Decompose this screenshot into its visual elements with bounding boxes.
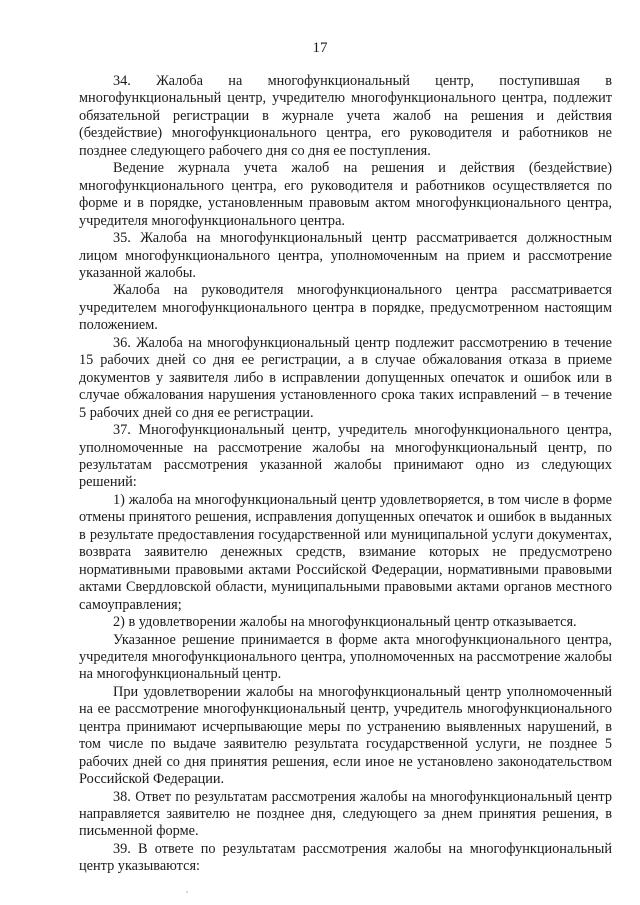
paragraph-head-complaint: Жалоба на руководителя многофункционального центра рассматривается учредителем многофункционального центра в порядке, предусмотренном настоящим положением. — [79, 282, 612, 334]
paragraph-decision-form: Указанное решение принимается в форме акта многофункционального центра, учредителя многофункционального центра, уполномоченных на рассмотрение жалобы на многофункциональный центр. — [79, 631, 612, 683]
paragraph-37-item-2: 2) в удовлетворении жалобы на многофункциональный центр отказывается. — [113, 614, 577, 631]
paragraph-34: 34. Жалоба на многофункциональный центр, поступившая в многофункциональный центр, учредителю многофункционального центра, подлежит обязательной регистрации в журнале учета жалоб на решения и действия (бездействие) многофункционального центра, его руководителя и работников не позднее следующего рабочего дня со дня ее поступления. — [79, 73, 612, 159]
paragraph-37-item-1: 1) жалоба на многофункциональный центр удовлетворяется, в том числе в форме отмены принятого решения, исправления допущенных опечаток и ошибок в выданных в результате предоставления государственной или муниципальной услуги документах, возврата заявителю денежных средств, взимание которых не предусмотрено нормативными правовыми актами Российской Федерации, нормативными правовыми актами Свердловской области, муниципальными правовыми актами органов местного самоуправления; — [79, 491, 612, 613]
paragraph-37: 37. Многофункциональный центр, учредитель многофункционального центра, уполномоченные на рассмотрение жалобы на многофункциональный центр, по результатам рассмотрения указанной жалобы принимают одно из следующих решений: — [79, 422, 612, 491]
scan-mark: , — [186, 885, 188, 894]
paragraph-36: 36. Жалоба на многофункциональный центр подлежит рассмотрению в течение 15 рабочих дней со дня ее регистрации, а в случае обжалования отказа в приеме документов у заявителя либо в исправлении допущенных опечаток и ошибок или в случае обжалования нарушения установленного срока таких исправлений – в течение 5 рабочих дней со дня ее регистрации. — [79, 334, 612, 421]
body-text — [79, 73, 612, 876]
paragraph-38: 38. Ответ по результатам рассмотрения жалобы на многофункциональный центр направляется заявителю не позднее дня, следующего за днем принятия решения, в письменной форме. — [79, 788, 612, 840]
page-number: 17 — [312, 40, 328, 56]
paragraph-39: 39. В ответе по результатам рассмотрения жалобы на многофункциональный центр указываются: — [79, 840, 612, 875]
paragraph-satisfaction: При удовлетворении жалобы на многофункциональный центр уполномоченный на ее рассмотрение многофункциональный центр, учредитель многофункционального центра принимают исчерпывающие меры по устранению выявленных нарушений, в том числе по выдаче заявителю результата государственной услуги, не позднее 5 рабочих дней со дня принятия решения, если иное не установлено законодательством Российской Федерации. — [79, 683, 612, 788]
paragraph-journal: Ведение журнала учета жалоб на решения и действия (бездействие) многофункционального центра, его руководителя и работников осуществляется по форме и в порядке, установленным правовым актом многофункционального центра, учредителя многофункционального центра. — [79, 160, 612, 229]
paragraph-35: 35. Жалоба на многофункциональный центр рассматривается должностным лицом многофункционального центра, уполномоченным на прием и рассмотрение указанной жалобы. — [79, 230, 612, 281]
